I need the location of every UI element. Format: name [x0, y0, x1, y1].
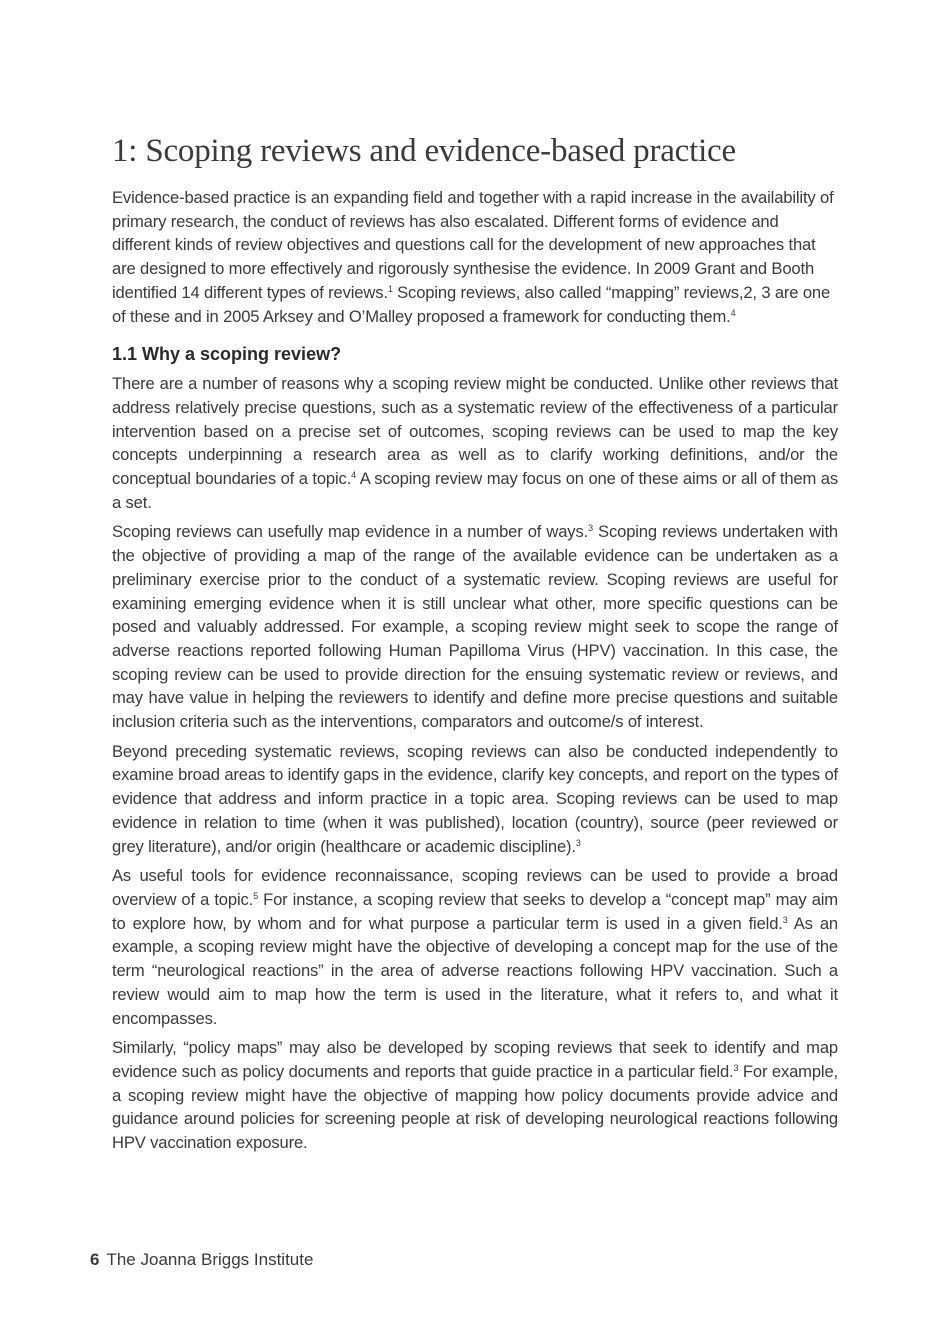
body-paragraph	[112, 1036, 838, 1155]
chapter-title: 1: Scoping reviews and evidence-based practice	[112, 133, 736, 169]
text-run: Scoping reviews, also called “mapping” reviews,2, 3 are one of these and in 2005 Arksey and O’Malley proposed a framework for conducting them.	[112, 282, 831, 326]
text-run: Scoping reviews undertaken with the objective of providing a map of the range of the available evidence can be undertaken as a preliminary exercise prior to the conduct of a systematic review. Scoping reviews are useful for examining emerging evidence when it is still unclear what other, more specific questions can be posed and valuably addressed. For example, a scoping review might seek to scope the range of adverse reactions reported following Human Papilloma Virus (HPV) vaccination. In this case, the scoping review can be used to provide direction for the ensuing systematic review or reviews, and may have value in helping the reviewers to identify and define more precise questions and suitable inclusion criteria such as the interventions, comparators and outcome/s of interest.	[112, 522, 838, 732]
intro-paragraph	[112, 186, 838, 328]
page-footer	[90, 1250, 313, 1270]
section-heading: 1.1 Why a scoping review?	[112, 344, 342, 365]
publisher-name: The Joanna Briggs Institute	[106, 1250, 314, 1269]
body-paragraph	[112, 372, 838, 514]
body-paragraph	[112, 864, 838, 1030]
citation: 3	[575, 837, 581, 848]
text-run: There are a number of reasons why a scoping review might be conducted. Unlike other reviews that address relatively precise questions, such as a systematic review of the effectiveness of a particular intervention based on a precise set of outcomes, scoping reviews can be used to map the key concepts underpinning a research area as well as to clarify working definitions, and/or the conceptual boundaries of a topic.	[112, 374, 838, 489]
citation: 4	[730, 307, 736, 318]
text-run: For instance, a scoping review that seeks to develop a “concept map” may aim to explore how, by whom and for what purpose a particular term is used in a given field.	[112, 889, 838, 933]
text-run: Scoping reviews can usefully map evidence in a number of ways.	[112, 522, 589, 542]
body-paragraph	[112, 740, 838, 859]
page-number: 6	[90, 1250, 100, 1269]
citation: 3	[733, 1062, 739, 1073]
text-run: A scoping review may focus on one of these aims or all of them as a set.	[112, 469, 838, 512]
citation: 3	[588, 523, 593, 534]
text-run: Beyond preceding systematic reviews, scoping reviews can also be conducted independently to examine broad areas to identify gaps in the evidence, clarify key concepts, and report on the types of evidence that address and inform practice in a topic area. Scoping reviews can be used to map evidence in relation to time (when it was published), location (country), source (peer reviewed or grey literature), and/or origin (healthcare or academic discipline).	[112, 741, 838, 856]
citation: 4	[351, 470, 357, 481]
text-run: Similarly, “policy maps” may also be developed by scoping reviews that seek to identify and map evidence such as policy documents and reports that guide practice in a particular field.	[112, 1038, 838, 1081]
text-run: As an example, a scoping review might have the objective of developing a concept map for the use of the term “neurological reactions” in the area of adverse reactions following HPV vaccination. Such a review would aim to map how the term is used in the literature, what it refers to, and what it encompasses.	[112, 913, 838, 1028]
body-paragraph	[112, 520, 838, 733]
text-run: As useful tools for evidence reconnaissance, scoping reviews can be used to provide a broad overview of a topic.	[112, 866, 838, 909]
citation: 3	[782, 914, 788, 925]
citation: 5	[253, 890, 258, 901]
text-run: For example, a scoping review might have the objective of mapping how policy documents provide advice and guidance around policies for screening people at risk of developing neurological reactions following HPV vaccination exposure.	[112, 1061, 838, 1153]
page-content	[112, 128, 838, 1161]
citation: 1	[387, 283, 393, 294]
text-run: Evidence-based practice is an expanding field and together with a rapid increase in the availability of primary research, the conduct of reviews has also escalated. Different forms of evidence and different kinds of review objectives and questions call for the development of new approaches that are designed to more effectively and rigorously synthesise the evidence. In 2009 Grant and Booth identified 14 different types of reviews.	[112, 188, 834, 302]
